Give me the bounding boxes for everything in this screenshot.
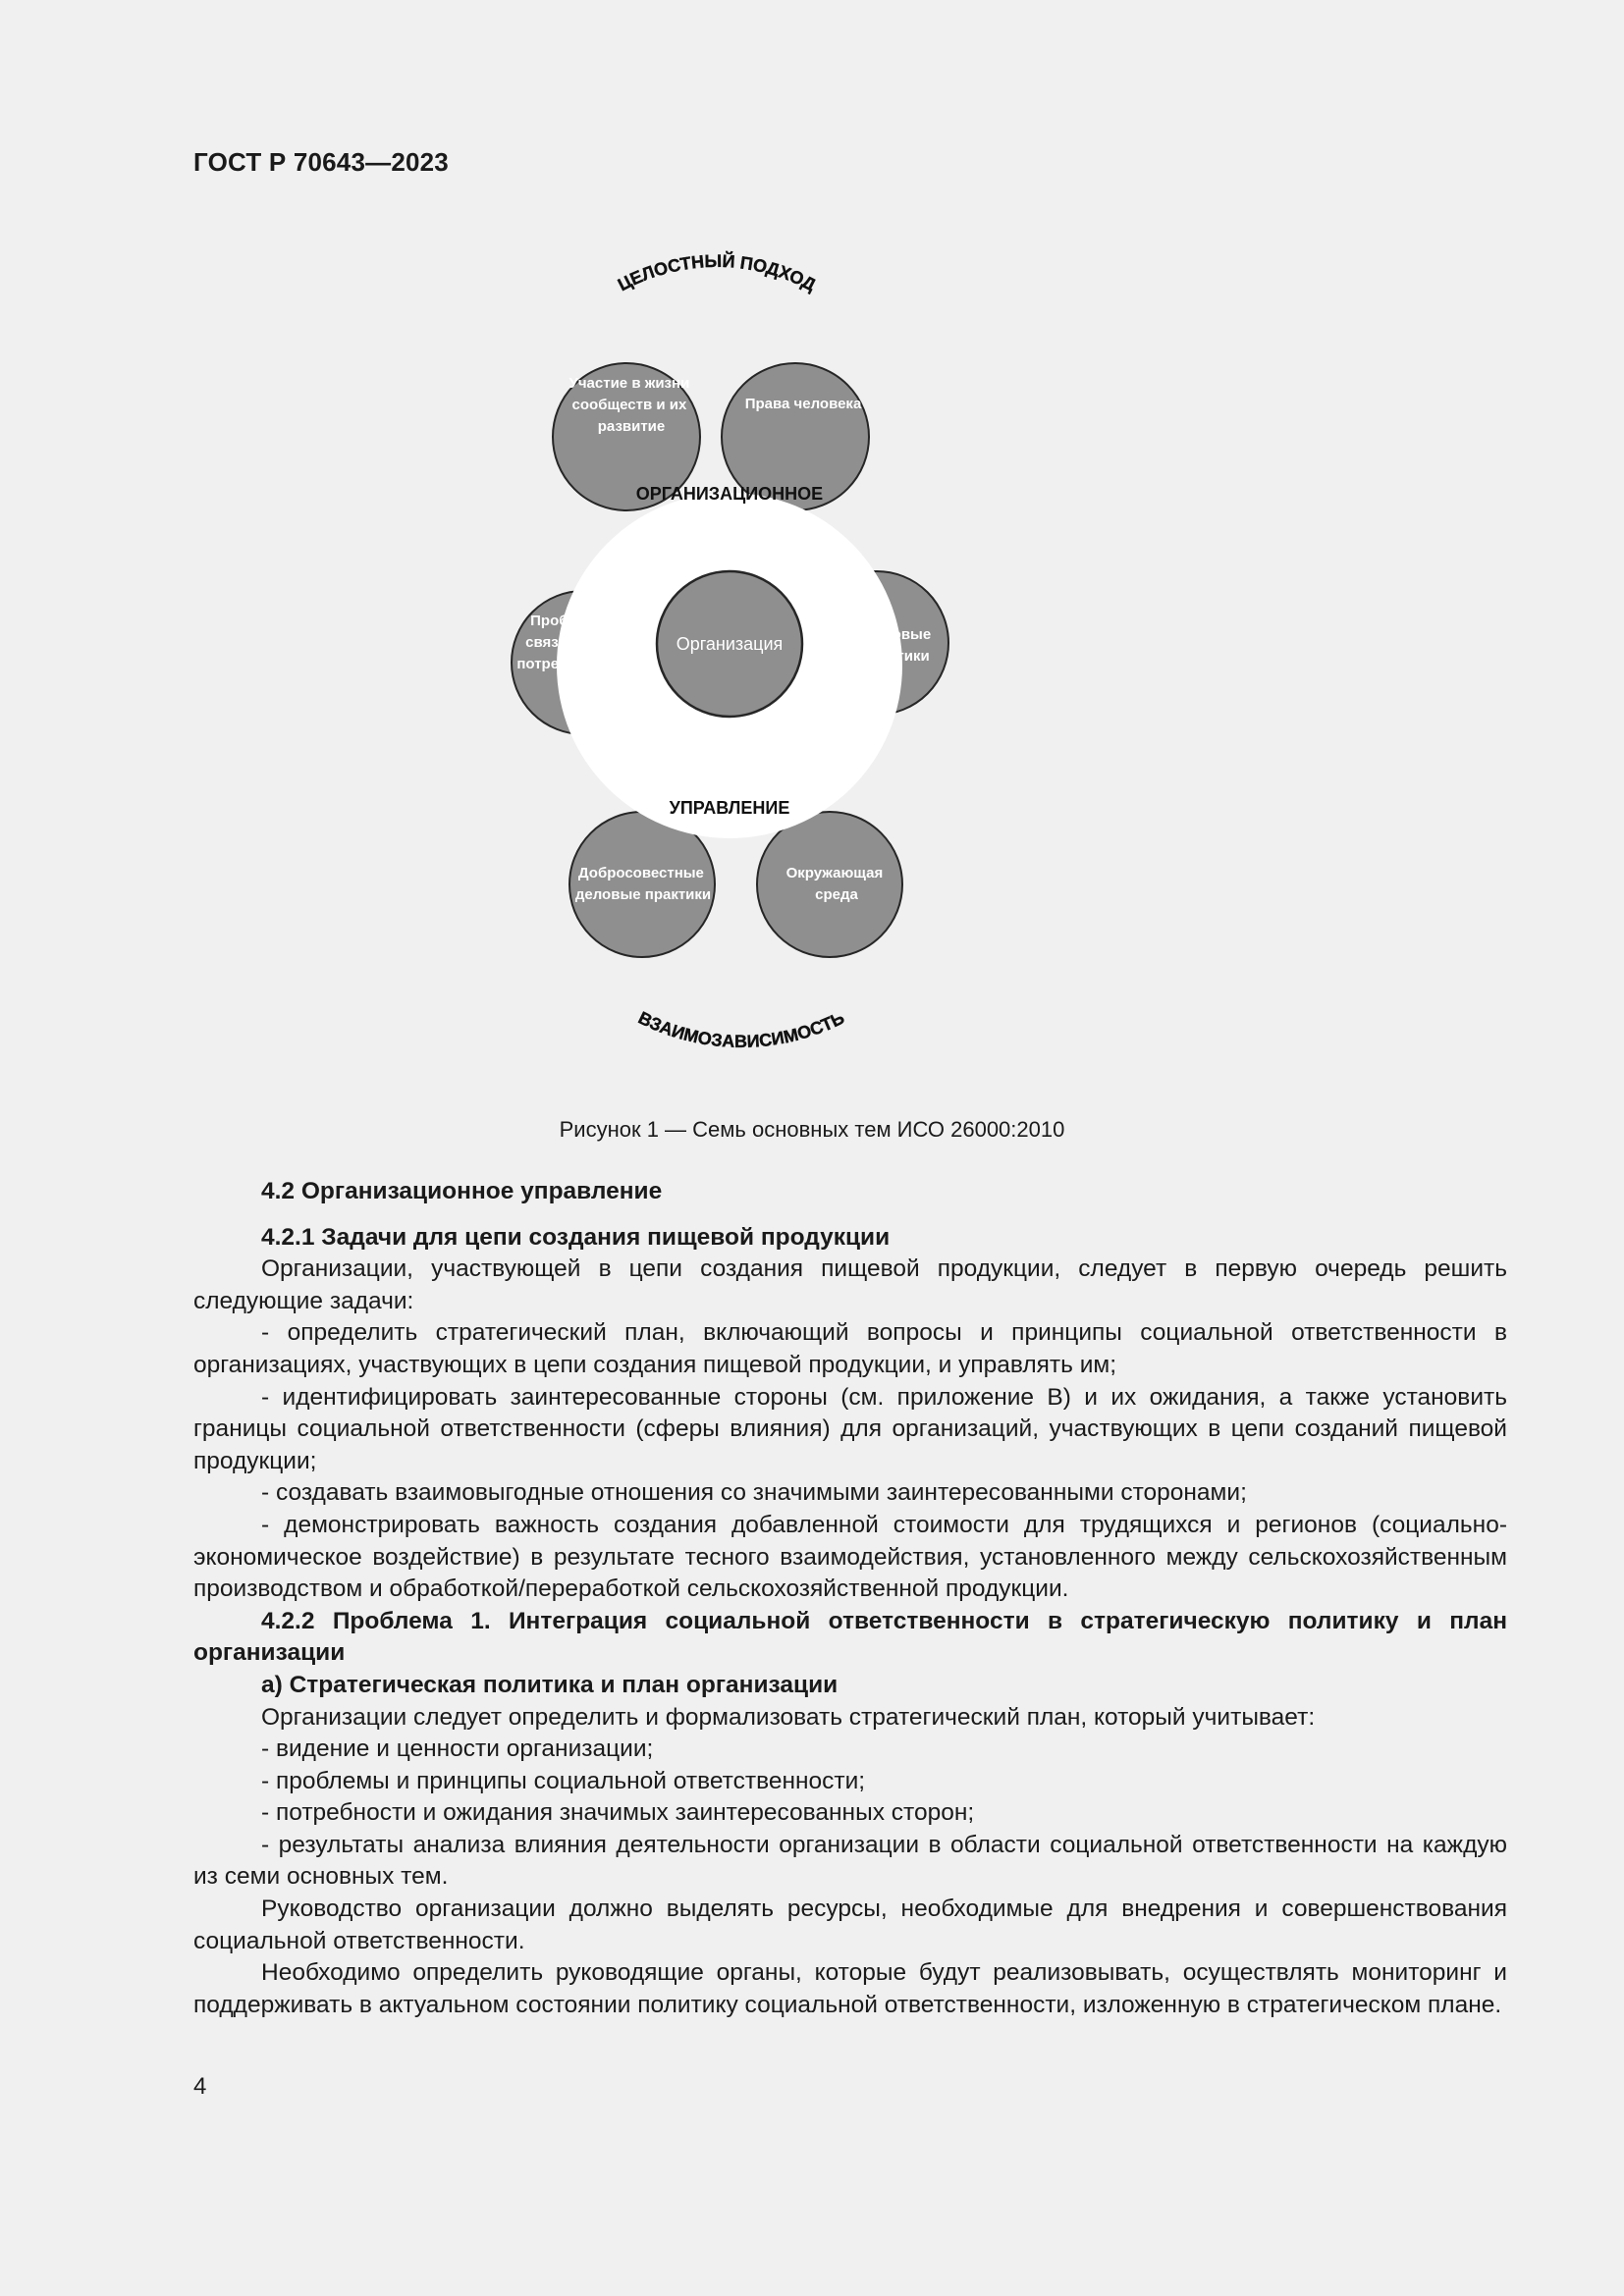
list-item: - демонстрировать важность создания добавленной стоимости для трудящихся и регионов (социально-экономическое воздействие) в результате тесного взаимодействия, установленного между сельскохозяйственным производством и обработкой/переработкой сельскохозяйственной продукции. [193,1511,1507,1603]
petal-community-label: Участие в жизни сообществ и их развитие [568,375,690,435]
page-number: 4 [193,2073,207,2100]
list-item: - определить стратегический план, включающий вопросы и принципы социальной ответственности в организациях, участвующих в цепи создания пищевой продукции, и управлять им; [193,1319,1507,1378]
section-text [193,1176,1507,2021]
seven-core-subjects-diagram [491,245,1041,1099]
petal-labour-label: Трудовые практики [857,626,932,665]
paragraph: Организации следует определить и формализовать стратегический план, который учитывает: [261,1703,1316,1731]
list-item: - проблемы и принципы социальной ответственности; [261,1767,866,1794]
ring-top-label: ОРГАНИЗАЦИОННОЕ [635,484,824,504]
list-item: - потребности и ожидания значимых заинтересованных сторон; [261,1799,975,1827]
list-item: - идентифицировать заинтересованные стороны (см. приложение В) и их ожидания, а также установить границы социальной ответственности (сферы влияния) для организаций, участвующих в цепи созданий пищевой продукции; [193,1383,1507,1474]
list-item: - видение и ценности организации; [261,1735,654,1763]
ring-bottom-label: УПРАВЛЕНИЕ [669,798,790,818]
paragraph: Руководство организации должно выделять ресурсы, необходимые для внедрения и совершенствования социальной ответственности. [193,1896,1507,1954]
arc-top-label: ЦЕЛОСТНЫЙ ПОДХОД [615,250,819,295]
list-item: - результаты анализа влияния деятельности организации в области социальной ответственности на каждую из семи основных тем. [193,1831,1507,1891]
list-item: - создавать взаимовыгодные отношения со значимыми заинтересованными сторонами; [261,1479,1247,1507]
arc-bottom-label: ВЗАИМОЗАВИСИМОСТЬ [634,1007,848,1051]
subsection-heading-4-2-1: 4.2.1 Задачи для цепи создания пищевой продукции [261,1223,891,1251]
petal-environment [757,812,902,957]
petal-environment-label: Окружающая среда [785,865,884,903]
petal-fair-practices-label: Добросовестные деловые практики [574,865,712,903]
section-heading-4-2: 4.2 Организационное управление [261,1178,663,1204]
paragraph: Организации, участвующей в цепи создания пищевой продукции, следует в первую очередь решить следующие задачи: [193,1255,1507,1314]
petal-human-rights-label: Права человека [744,396,862,412]
figure-caption: Рисунок 1 — Семь основных тем ИСО 26000:2010 [559,1117,1065,1142]
document-header: ГОСТ Р 70643—2023 [193,147,449,177]
petal-consumers-label: Проблемы, связанные с потребителями [516,613,630,672]
subsection-heading-4-2-2: 4.2.2 Проблема 1. Интеграция социальной ответственности в стратегическую политику и план организации [193,1607,1507,1667]
center-label: Организация [676,634,784,654]
item-heading-a: а) Стратегическая политика и план организации [261,1671,839,1698]
paragraph: Необходимо определить руководящие органы, которые будут реализовывать, осуществлять мониторинг и поддерживать в актуальном состоянии политику социальной ответственности, изложенную в стратегическом плане. [193,1959,1507,2018]
